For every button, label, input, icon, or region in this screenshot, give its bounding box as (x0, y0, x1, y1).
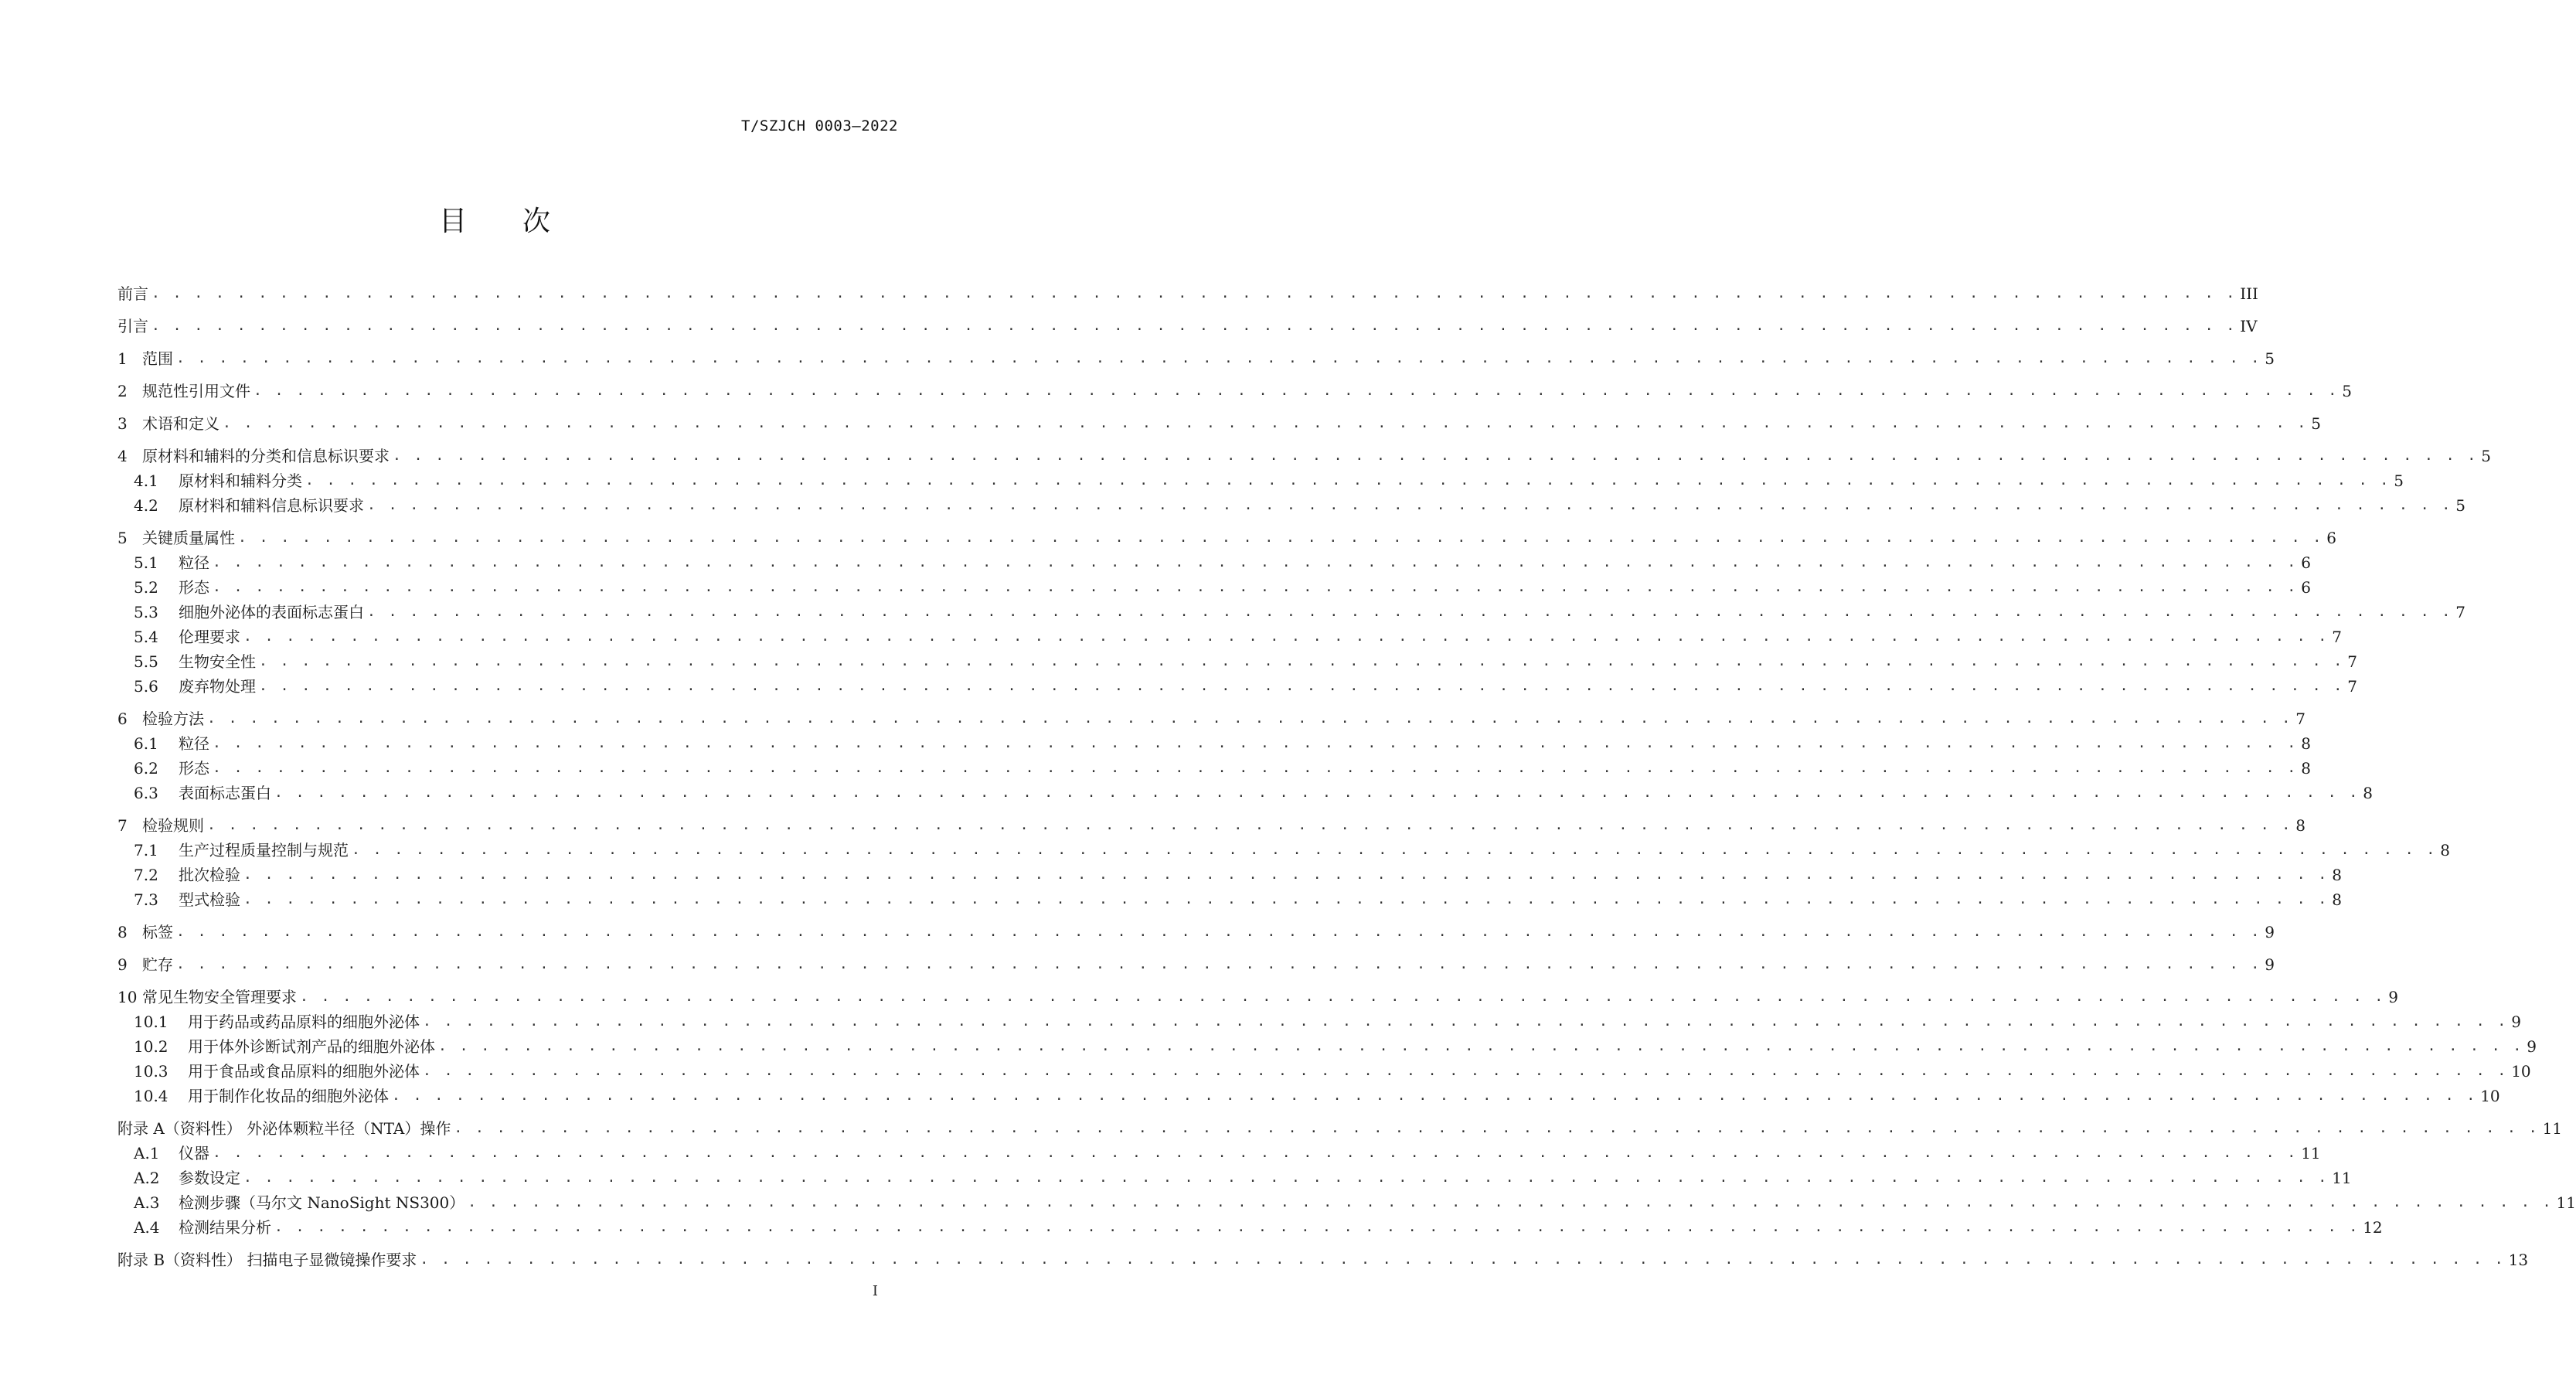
toc-entry-title: 废弃物处理 (179, 677, 256, 696)
toc-entry[interactable] (117, 490, 2465, 515)
toc-entry[interactable] (117, 859, 2342, 884)
toc-leader-dots: . . . . . . . . . . . . . . . . . . . . . . . . . . . . . . . . . . . . . . . . . . . . . . . . . . . . . . . . . . . . . . . . . . . . . . . . . . . . . . . . . . . . . . . . . . . . . . . . . . (367, 497, 2453, 513)
toc-entry-number: A.2 (134, 1169, 160, 1187)
toc-entry[interactable] (117, 974, 2398, 1006)
toc-entry-title: 型式检验 (179, 890, 240, 909)
toc-entry-page: 7 (2347, 677, 2357, 696)
toc-entry[interactable] (117, 1162, 2352, 1187)
toc-leader-dots: . . . . . . . . . . . . . . . . . . . . . . . . . . . . . . . . . . . . . . . . . . . . . . . . . . . . . . . . . . . . . . . . . . . . . . . . . . . . . . . . . . . . . . . . . . . . . . . . . . (393, 448, 2479, 464)
toc-leader-dots: . . . . . . . . . . . . . . . . . . . . . . . . . . . . . . . . . . . . . . . . . . . . . . . . . . . . . . . . . . . . . . . . . . . . . . . . . . . . . . . . . . . . . . . . . . . . . . . . . . (213, 735, 2299, 751)
toc-leader-dots: . . . . . . . . . . . . . . . . . . . . . . . . . . . . . . . . . . . . . . . . . . . . . . . . . . . . . . . . . . . . . . . . . . . . . . . . . . . . . . . . . . . . . . . . . . . . . . . . . . (423, 1063, 2509, 1079)
toc-leader-dots: . . . . . . . . . . . . . . . . . . . . . . . . . . . . . . . . . . . . . . . . . . . . . . . . . . . . . . . . . . . . . . . . . . . . . . . . . . . . . . . . . . . . . . . . . . . . . . . . . . (243, 1169, 2329, 1186)
toc-entry-page: 8 (2301, 734, 2311, 753)
toc-entry-number: 5 (117, 529, 128, 547)
toc-entry-title: 检测结果分析 (179, 1218, 271, 1237)
toc-entry[interactable] (117, 515, 2336, 547)
toc-entry[interactable] (117, 909, 2275, 941)
toc-entry-page: 11 (2332, 1169, 2352, 1187)
toc-entry-title: 用于制作化妆品的细胞外泌体 (188, 1087, 389, 1105)
toc-leader-dots: . . . . . . . . . . . . . . . . . . . . . . . . . . . . . . . . . . . . . . . . . . . . . . . . . . . . . . . . . . . . . . . . . . . . . . . . . . . . . . . . . . . . . . . . . . . . . . . . . . (367, 604, 2453, 620)
toc-leader-dots: . . . . . . . . . . . . . . . . . . . . . . . . . . . . . . . . . . . . . . . . . . . . . . . . . . . . . . . . . . . . . . . . . . . . . . . . . . . . . . . . . . . . . . . . . . . . . . . . . . (259, 653, 2345, 669)
toc-entry-page: 9 (2265, 923, 2275, 941)
toc-entry[interactable] (117, 433, 2491, 465)
toc-leader-dots: . . . . . . . . . . . . . . . . . . . . . . . . . . . . . . . . . . . . . . . . . . . . . . . . . . . . . . . . . . . . . . . . . . . . . . . . . . . . . . . . . . . . . . . . . . . . . . . . . . (243, 866, 2329, 883)
document-code: T/SZJCH 0003—2022 (741, 117, 898, 134)
toc-entry-number: A.1 (134, 1144, 160, 1162)
toc-entry-title: 粒径 (179, 734, 209, 753)
toc-entry[interactable] (117, 400, 2321, 433)
toc-entry-number: 2 (117, 382, 128, 400)
toc-leader-dots: . . . . . . . . . . . . . . . . . . . . . . . . . . . . . . . . . . . . . . . . . . . . . . . . . . . . . . . . . . . . . . . . . . . . . . . . . . . . . . . . . . . . . . . . . . . . . . . . . . (223, 415, 2309, 431)
toc-entry-title: 生物安全性 (179, 652, 256, 671)
toc-leader-dots: . . . . . . . . . . . . . . . . . . . . . . . . . . . . . . . . . . . . . . . . . . . . . . . . . . . . . . . . . . . . . . . . . . . . . . . . . . . . . . . . . . . . . . . . . . . . . . . . . . (176, 956, 2262, 972)
toc-entry-page: 5 (2455, 496, 2465, 515)
toc-leader-dots: . . . . . . . . . . . . . . . . . . . . . . . . . . . . . . . . . . . . . . . . . . . . . . . . . . . . . . . . . . . . . . . . . . . . . . . . . . . . . . . . . . . . . . . . . . . . . . . . . . (213, 1145, 2299, 1161)
toc-entry-page: 7 (2455, 603, 2465, 621)
toc-leader-dots: . . . . . . . . . . . . . . . . . . . . . . . . . . . . . . . . . . . . . . . . . . . . . . . . . . . . . . . . . . . . . . . . . . . . . . . . . . . . . . . . . . . . . . . . . . . . . . . . . . (274, 1219, 2360, 1235)
toc-leader-dots: . . . . . . . . . . . . . . . . . . . . . . . . . . . . . . . . . . . . . . . . . . . . . . . . . . . . . . . . . . . . . . . . . . . . . . . . . . . . . . . . . . . . . . . . . . . . . . . . . . (207, 817, 2293, 833)
toc-entry-page: 12 (2363, 1218, 2383, 1237)
toc-entry[interactable] (117, 835, 2450, 859)
toc-entry-page: IV (2240, 317, 2258, 335)
toc-entry-page: 7 (2347, 652, 2357, 671)
toc-entry-number: 5.2 (134, 578, 158, 597)
toc-entry[interactable] (117, 271, 2258, 303)
toc-entry-number: 9 (117, 955, 128, 974)
page-title: 目次 (438, 206, 606, 237)
toc-entry-title: 仪器 (179, 1144, 209, 1162)
toc-entry[interactable] (117, 1212, 2383, 1237)
toc-entry-page: 8 (2301, 759, 2311, 778)
toc-entry-page: 5 (2311, 414, 2321, 433)
toc-entry-title: 范围 (142, 349, 173, 368)
toc-entry-title: 批次检验 (179, 866, 240, 884)
toc-entry-number: 4 (117, 447, 128, 465)
toc-entry-title: 关键质量属性 (142, 529, 235, 547)
toc-entry[interactable] (117, 547, 2311, 572)
toc-entry-page: 6 (2326, 529, 2336, 547)
toc-entry-number: 5.3 (134, 603, 158, 621)
toc-entry-page: 8 (2295, 816, 2305, 835)
toc-entry-page: 8 (2440, 841, 2450, 859)
toc-entry[interactable] (117, 941, 2275, 974)
toc-entry-page: 9 (2388, 988, 2398, 1006)
toc-entry[interactable] (117, 572, 2311, 597)
toc-entry-number: 7.2 (134, 866, 158, 884)
toc-entry-number: 3 (117, 414, 128, 433)
toc-entry-number: 7.3 (134, 890, 158, 909)
toc-entry-number: A.3 (134, 1193, 160, 1212)
toc-entry[interactable] (117, 1237, 2529, 1269)
toc-entry[interactable] (117, 1187, 2576, 1212)
toc-entry-title: 标签 (142, 923, 173, 941)
toc-leader-dots: . . . . . . . . . . . . . . . . . . . . . . . . . . . . . . . . . . . . . . . . . . . . . . . . . . . . . . . . . . . . . . . . . . . . . . . . . . . . . . . . . . . . . . . . . . . . . . . . . . (454, 1120, 2540, 1136)
toc-entry-number: 5.4 (134, 628, 158, 646)
toc-entry-title: 伦理要求 (179, 628, 240, 646)
toc-leader-dots: . . . . . . . . . . . . . . . . . . . . . . . . . . . . . . . . . . . . . . . . . . . . . . . . . . . . . . . . . . . . . . . . . . . . . . . . . . . . . . . . . . . . . . . . . . . . . . . . . . (213, 760, 2299, 776)
toc-entry-title: 用于药品或药品原料的细胞外泌体 (188, 1013, 420, 1031)
toc-entry-title: 用于食品或食品原料的细胞外泌体 (188, 1062, 420, 1081)
toc-leader-dots: . . . . . . . . . . . . . . . . . . . . . . . . . . . . . . . . . . . . . . . . . . . . . . . . . . . . . . . . . . . . . . . . . . . . . . . . . . . . . . . . . . . . . . . . . . . . . . . . . . (238, 529, 2324, 546)
toc-entry-page: 11 (2542, 1119, 2563, 1138)
toc-entry-title: 贮存 (142, 955, 173, 974)
toc-entry-number: 7 (117, 816, 128, 835)
toc-entry[interactable] (117, 696, 2305, 728)
toc-entry-title: 粒径 (179, 553, 209, 572)
toc-entry[interactable] (117, 1105, 2563, 1138)
toc-entry-number: 8 (117, 923, 128, 941)
toc-entry-page: 8 (2363, 784, 2373, 802)
toc-entry-title: 形态 (179, 759, 209, 778)
toc-leader-dots: . . . . . . . . . . . . . . . . . . . . . . . . . . . . . . . . . . . . . . . . . . . . . . . . . . . . . . . . . . . . . . . . . . . . . . . . . . . . . . . . . . . . . . . . . . . . . . . . . . (176, 924, 2262, 940)
toc-entry-number: 5.1 (134, 553, 158, 572)
toc-leader-dots: . . . . . . . . . . . . . . . . . . . . . . . . . . . . . . . . . . . . . . . . . . . . . . . . . . . . . . . . . . . . . . . . . . . . . . . . . . . . . . . . . . . . . . . . . . . . . . . . . . (254, 383, 2339, 399)
toc-entry-title: 原材料和辅料的分类和信息标识要求 (142, 447, 390, 465)
toc-entry[interactable] (117, 884, 2342, 909)
toc-entry-page: 8 (2332, 890, 2342, 909)
toc-entry-page: 5 (2481, 447, 2491, 465)
toc-entry-page: 5 (2394, 471, 2404, 490)
toc-entry-page: 11 (2556, 1193, 2576, 1212)
toc-entry-number: 10.4 (134, 1087, 168, 1105)
toc-entry-page: 9 (2527, 1037, 2537, 1056)
toc-entry-page: 10 (2511, 1062, 2531, 1081)
toc-leader-dots: . . . . . . . . . . . . . . . . . . . . . . . . . . . . . . . . . . . . . . . . . . . . . . . . . . . . . . . . . . . . . . . . . . . . . . . . . . . . . . . . . . . . . . . . . . . . . . . . . . (243, 628, 2329, 645)
toc-entry[interactable] (117, 368, 2352, 400)
toc-entry-number: 6 (117, 710, 128, 728)
toc-entry[interactable] (117, 621, 2342, 646)
toc-entry[interactable] (117, 1138, 2321, 1162)
toc-entry-number: 7.1 (134, 841, 158, 859)
toc-entry-title: 规范性引用文件 (142, 382, 250, 400)
toc-entry-number: 6.3 (134, 784, 158, 802)
toc-entry-title: 生产过程质量控制与规范 (179, 841, 349, 859)
toc-entry-title: 检测步骤（马尔文 NanoSight NS300） (179, 1193, 465, 1212)
toc-entry-title: 检验方法 (142, 710, 204, 728)
toc-entry-page: 7 (2332, 628, 2342, 646)
toc-entry[interactable] (117, 1056, 2531, 1081)
toc-leader-dots: . . . . . . . . . . . . . . . . . . . . . . . . . . . . . . . . . . . . . . . . . . . . . . . . . . . . . . . . . . . . . . . . . . . . . . . . . . . . . . . . . . . . . . . . . . . . . . . . . . (213, 579, 2299, 595)
toc-leader-dots: . . . . . . . . . . . . . . . . . . . . . . . . . . . . . . . . . . . . . . . . . . . . . . . . . . . . . . . . . . . . . . . . . . . . . . . . . . . . . . . . . . . . . . . . . . . . . . . . . . (243, 891, 2329, 907)
toc-leader-dots: . . . . . . . . . . . . . . . . . . . . . . . . . . . . . . . . . . . . . . . . . . . . . . . . . . . . . . . . . . . . . . . . . . . . . . . . . . . . . . . . . . . . . . . . . . . . . . . . . . (176, 350, 2262, 366)
toc-leader-dots: . . . . . . . . . . . . . . . . . . . . . . . . . . . . . . . . . . . . . . . . . . . . . . . . . . . . . . . . . . . . . . . . . . . . . . . . . . . . . . . . . . . . . . . . . . . . . . . . . . (213, 554, 2299, 570)
toc-entry-number: 6.1 (134, 734, 158, 753)
page-number: I (872, 1283, 878, 1299)
toc-entry-number: 10.2 (134, 1037, 168, 1056)
toc-entry-title: 附录 B（资料性） 扫描电子显微镜操作要求 (117, 1251, 417, 1269)
table-of-contents (117, 271, 2576, 1269)
toc-entry-number: 4.2 (134, 496, 158, 515)
toc-entry[interactable] (117, 465, 2404, 490)
toc-entry[interactable] (117, 1031, 2537, 1056)
toc-entry-title: 术语和定义 (142, 414, 219, 433)
toc-entry[interactable] (117, 335, 2275, 368)
toc-entry-title: 引言 (117, 317, 148, 335)
toc-entry-page: III (2240, 284, 2258, 303)
toc-entry-title: 原材料和辅料信息标识要求 (179, 496, 364, 515)
toc-entry-number: 1 (117, 349, 128, 368)
toc-entry-page: 5 (2342, 382, 2352, 400)
toc-entry-title: 附录 A（资料性） 外泌体颗粒半径（NTA）操作 (117, 1119, 451, 1138)
toc-entry-number: A.4 (134, 1218, 160, 1237)
toc-entry-page: 5 (2265, 349, 2275, 368)
toc-entry-number: 5.5 (134, 652, 158, 671)
toc-entry[interactable] (117, 802, 2305, 835)
toc-entry-number: 4.1 (134, 471, 158, 490)
toc-entry-number: 10 (117, 988, 138, 1006)
toc-entry[interactable] (117, 778, 2373, 802)
toc-leader-dots: . . . . . . . . . . . . . . . . . . . . . . . . . . . . . . . . . . . . . . . . . . . . . . . . . . . . . . . . . . . . . . . . . . . . . . . . . . . . . . . . . . . . . . . . . . . . . . . . . . (392, 1088, 2478, 1104)
toc-entry-page: 13 (2508, 1251, 2529, 1269)
toc-entry-title: 形态 (179, 578, 209, 597)
toc-leader-dots: . . . . . . . . . . . . . . . . . . . . . . . . . . . . . . . . . . . . . . . . . . . . . . . . . . . . . . . . . . . . . . . . . . . . . . . . . . . . . . . . . . . . . . . . . . . . . . . . . . (352, 842, 2438, 858)
toc-leader-dots: . . . . . . . . . . . . . . . . . . . . . . . . . . . . . . . . . . . . . . . . . . . . . . . . . . . . . . . . . . . . . . . . . . . . . . . . . . . . . . . . . . . . . . . . . . . . . . . . . . (300, 989, 2386, 1005)
toc-leader-dots: . . . . . . . . . . . . . . . . . . . . . . . . . . . . . . . . . . . . . . . . . . . . . . . . . . . . . . . . . . . . . . . . . . . . . . . . . . . . . . . . . . . . . . . . . . . . . . . . . . (151, 318, 2237, 334)
toc-entry-title: 参数设定 (179, 1169, 240, 1187)
toc-entry[interactable] (117, 728, 2311, 753)
toc-entry-page: 9 (2265, 955, 2275, 974)
toc-entry-number: 10.1 (134, 1013, 168, 1031)
toc-leader-dots: . . . . . . . . . . . . . . . . . . . . . . . . . . . . . . . . . . . . . . . . . . . . . . . . . . . . . . . . . . . . . . . . . . . . . . . . . . . . . . . . . . . . . . . . . . . . . . . . . . (259, 678, 2345, 694)
toc-entry[interactable] (117, 303, 2258, 335)
toc-entry-title: 检验规则 (142, 816, 204, 835)
toc-entry-title: 表面标志蛋白 (179, 784, 271, 802)
toc-entry[interactable] (117, 1081, 2500, 1105)
toc-entry-title: 用于体外诊断试剂产品的细胞外泌体 (188, 1037, 435, 1056)
toc-leader-dots: . . . . . . . . . . . . . . . . . . . . . . . . . . . . . . . . . . . . . . . . . . . . . . . . . . . . . . . . . . . . . . . . . . . . . . . . . . . . . . . . . . . . . . . . . . . . . . . . . . (305, 472, 2391, 488)
toc-entry-page: 8 (2332, 866, 2342, 884)
toc-entry-page: 6 (2301, 553, 2311, 572)
toc-entry-title: 细胞外泌体的表面标志蛋白 (179, 603, 364, 621)
toc-leader-dots: . . . . . . . . . . . . . . . . . . . . . . . . . . . . . . . . . . . . . . . . . . . . . . . . . . . . . . . . . . . . . . . . . . . . . . . . . . . . . . . . . . . . . . . . . . . . . . . . . . (468, 1194, 2554, 1210)
toc-entry[interactable] (117, 753, 2311, 778)
toc-leader-dots: . . . . . . . . . . . . . . . . . . . . . . . . . . . . . . . . . . . . . . . . . . . . . . . . . . . . . . . . . . . . . . . . . . . . . . . . . . . . . . . . . . . . . . . . . . . . . . . . . . (438, 1038, 2524, 1054)
toc-entry-title: 常见生物安全管理要求 (142, 988, 297, 1006)
toc-entry[interactable] (117, 1006, 2521, 1031)
toc-leader-dots: . . . . . . . . . . . . . . . . . . . . . . . . . . . . . . . . . . . . . . . . . . . . . . . . . . . . . . . . . . . . . . . . . . . . . . . . . . . . . . . . . . . . . . . . . . . . . . . . . . (423, 1013, 2509, 1030)
toc-entry-title: 前言 (117, 284, 148, 303)
toc-entry-page: 6 (2301, 578, 2311, 597)
toc-leader-dots: . . . . . . . . . . . . . . . . . . . . . . . . . . . . . . . . . . . . . . . . . . . . . . . . . . . . . . . . . . . . . . . . . . . . . . . . . . . . . . . . . . . . . . . . . . . . . . . . . . (274, 785, 2360, 801)
toc-entry-page: 11 (2301, 1144, 2321, 1162)
toc-entry-page: 9 (2511, 1013, 2521, 1031)
toc-leader-dots: . . . . . . . . . . . . . . . . . . . . . . . . . . . . . . . . . . . . . . . . . . . . . . . . . . . . . . . . . . . . . . . . . . . . . . . . . . . . . . . . . . . . . . . . . . . . . . . . . . (420, 1251, 2506, 1268)
toc-entry[interactable] (117, 646, 2357, 671)
toc-entry-title: 原材料和辅料分类 (179, 471, 302, 490)
toc-entry[interactable] (117, 597, 2465, 621)
toc-entry-page: 10 (2480, 1087, 2500, 1105)
toc-entry[interactable] (117, 671, 2357, 696)
toc-entry-number: 5.6 (134, 677, 158, 696)
toc-entry-number: 6.2 (134, 759, 158, 778)
toc-leader-dots: . . . . . . . . . . . . . . . . . . . . . . . . . . . . . . . . . . . . . . . . . . . . . . . . . . . . . . . . . . . . . . . . . . . . . . . . . . . . . . . . . . . . . . . . . . . . . . . . . . (207, 710, 2293, 727)
toc-entry-number: 10.3 (134, 1062, 168, 1081)
toc-leader-dots: . . . . . . . . . . . . . . . . . . . . . . . . . . . . . . . . . . . . . . . . . . . . . . . . . . . . . . . . . . . . . . . . . . . . . . . . . . . . . . . . . . . . . . . . . . . . . . . . . . (151, 285, 2237, 301)
toc-entry-page: 7 (2295, 710, 2305, 728)
